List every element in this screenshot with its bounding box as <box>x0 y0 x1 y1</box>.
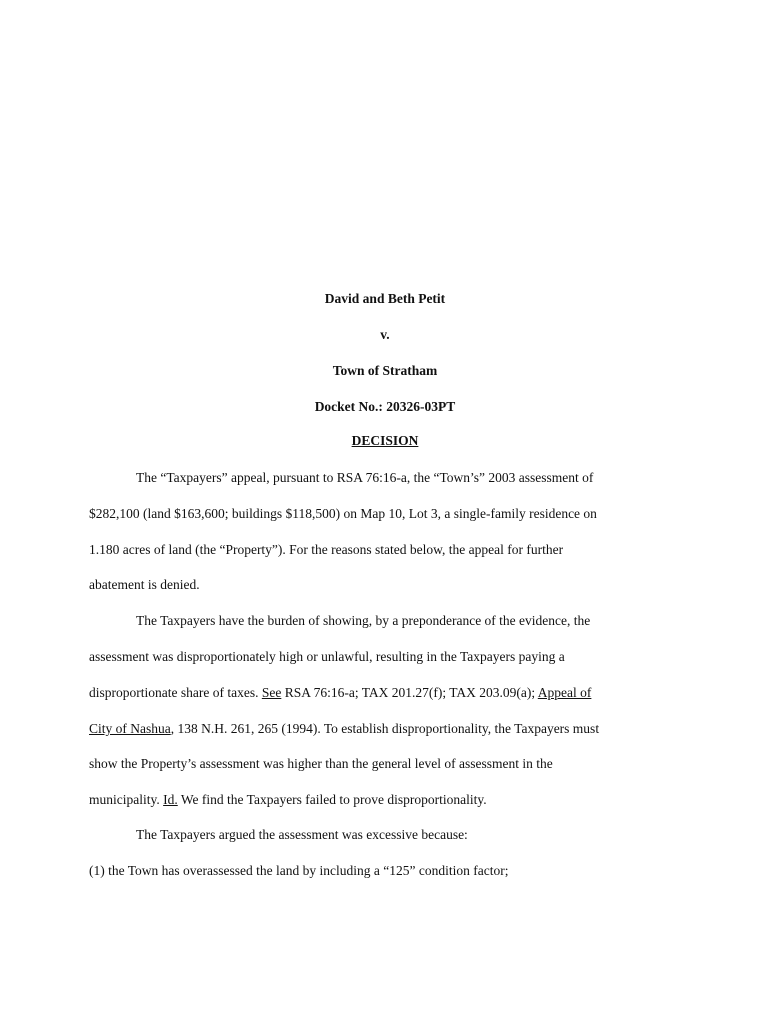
paragraph-2-line-4 <box>89 720 599 738</box>
citation-id: Id. <box>163 792 178 807</box>
citation-city-of-nashua: City of Nashua <box>89 721 171 736</box>
paragraph-1-line-4: abatement is denied. <box>89 577 200 592</box>
text-span: municipality. <box>89 792 164 807</box>
caption-plaintiffs: David and Beth Petit <box>324 291 446 306</box>
paragraph-3-line-1: The Taxpayers argued the assessment was excessive because: <box>136 827 468 842</box>
caption-versus: v. <box>380 327 390 342</box>
text-span: RSA 76:16-a; TAX 201.27(f); TAX 203.09(a); <box>281 685 538 700</box>
caption-defendant: Town of Stratham <box>332 363 438 378</box>
paragraph-2-line-5: show the Property’s assessment was higher than the general level of assessment in the <box>89 756 553 771</box>
decision-heading-text: DECISION <box>351 433 419 448</box>
paragraph-1-line-1: The “Taxpayers” appeal, pursuant to RSA 76:16-a, the “Town’s” 2003 assessment of <box>136 470 594 485</box>
paragraph-1-line-2: $282,100 (land $163,600; buildings $118,500) on Map 10, Lot 3, a single-family residence on <box>89 506 597 521</box>
paragraph-1-line-3: 1.180 acres of land (the “Property”). For the reasons stated below, the appeal for further <box>89 542 564 557</box>
paragraph-2-line-3 <box>89 684 591 702</box>
decision-heading <box>0 432 770 450</box>
text-span: We find the Taxpayers failed to prove disproportionality. <box>177 792 487 807</box>
text-span: , 138 N.H. 261, 265 (1994). To establish disproportionality, the Taxpayers must <box>170 721 600 736</box>
list-item: (1) the Town has overassessed the land by including a “125” condition factor; <box>89 863 509 878</box>
paragraph-2-line-2: assessment was disproportionately high or unlawful, resulting in the Taxpayers paying a <box>89 649 565 664</box>
citation-appeal-of: Appeal of <box>537 685 592 700</box>
paragraph-2-line-6 <box>89 791 487 809</box>
citation-see: See <box>261 685 282 700</box>
text-span: disproportionate share of taxes. <box>89 685 262 700</box>
paragraph-2-line-1: The Taxpayers have the burden of showing, by a preponderance of the evidence, the <box>136 613 591 628</box>
docket-number: Docket No.: 20326-03PT <box>314 399 456 414</box>
